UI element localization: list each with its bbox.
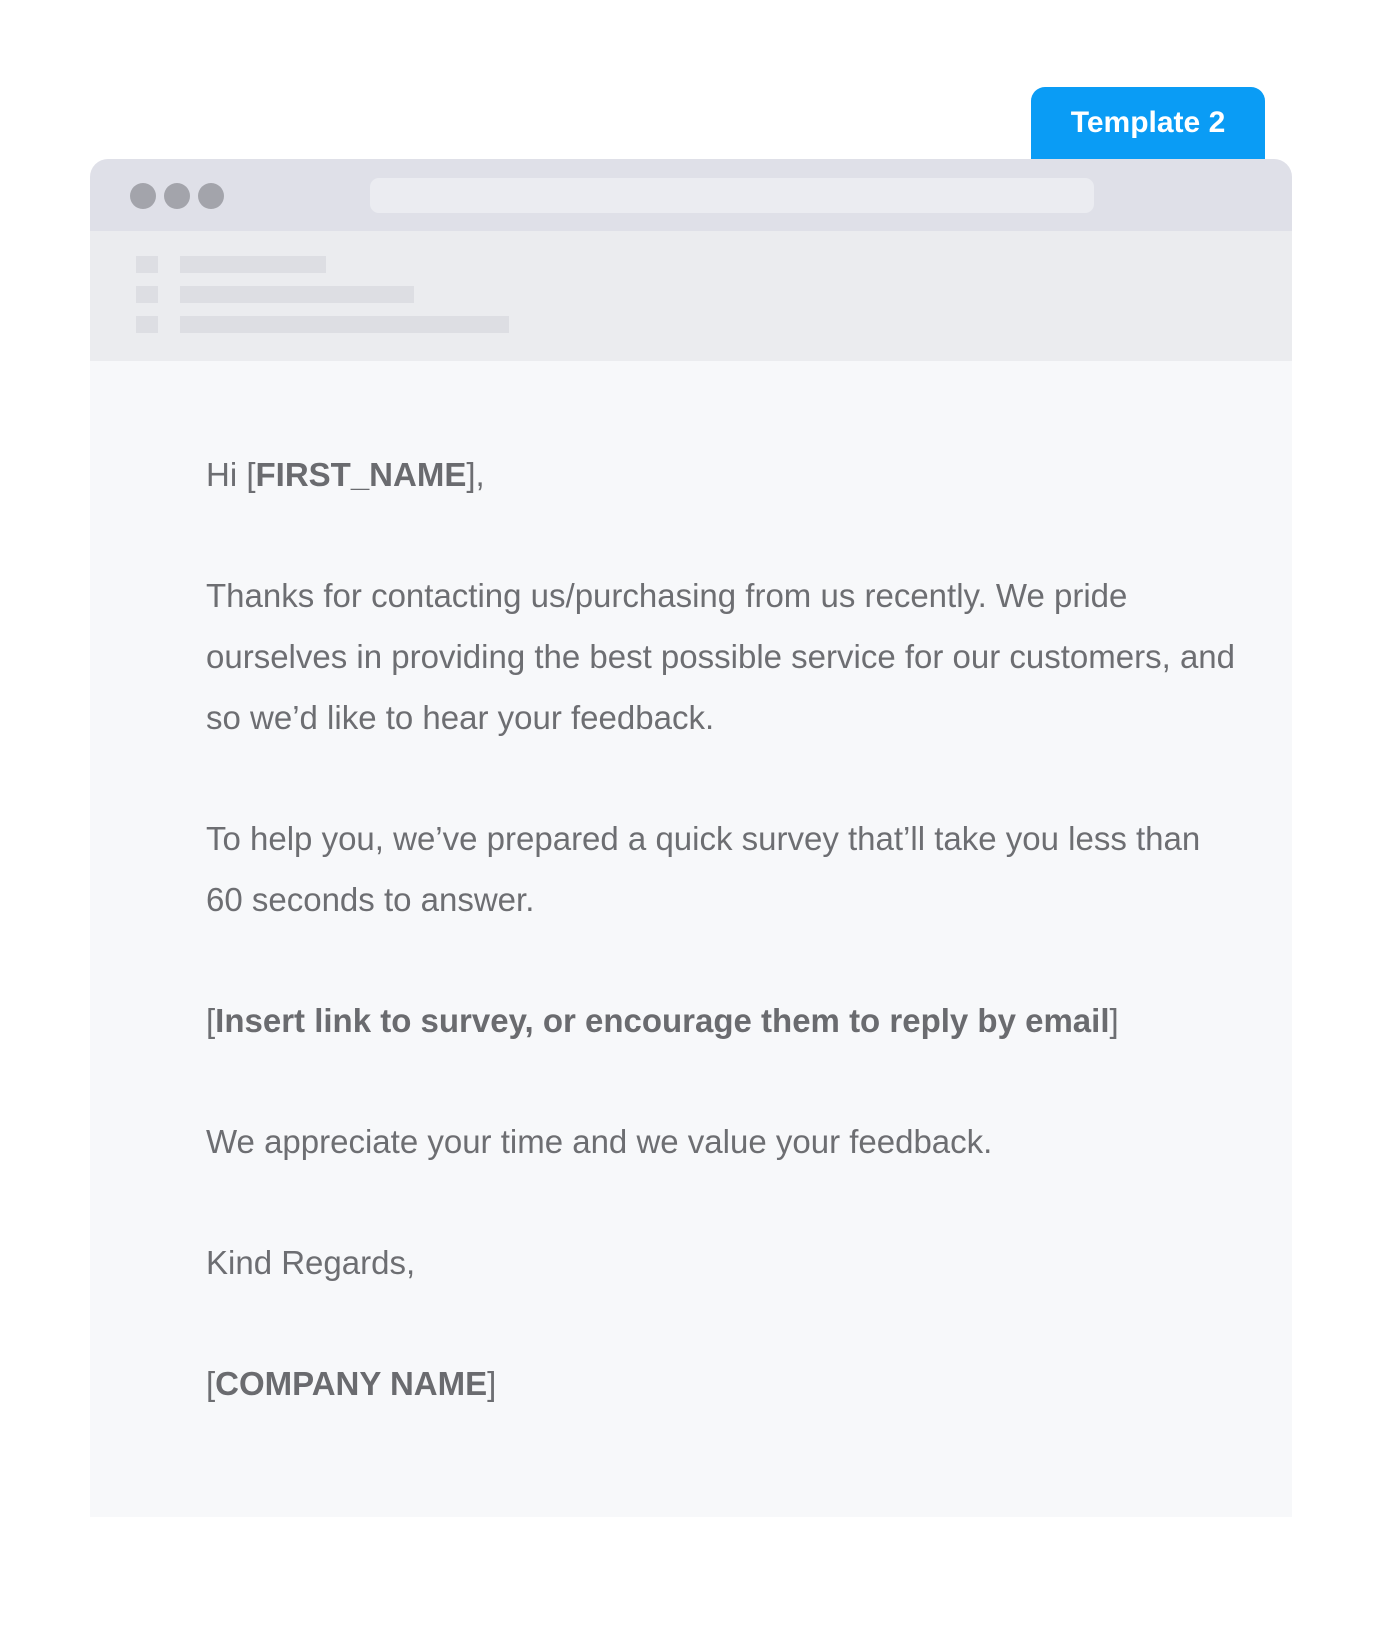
email-paragraph-appreciation: We appreciate your time and we value your feedback. bbox=[206, 1123, 993, 1160]
window-minimize-dot-icon[interactable] bbox=[164, 183, 190, 209]
email-signoff: Kind Regards, bbox=[206, 1244, 416, 1281]
link-suffix: ] bbox=[1109, 1002, 1119, 1039]
email-paragraph-survey: To help you, we’ve prepared a quick survey that’ll take you less than 60 seconds to answer. bbox=[206, 820, 1201, 918]
header-row-icon bbox=[136, 286, 158, 303]
email-greeting bbox=[206, 444, 1246, 505]
email-paragraph-intro: Thanks for contacting us/purchasing from us recently. We pride ourselves in providing the best possible service for our customers, and so we’d like to hear your feedback. bbox=[206, 577, 1236, 736]
survey-link-text: Insert link to survey, or encourage them to reply by email bbox=[215, 1002, 1110, 1039]
header-row-icon bbox=[136, 256, 158, 273]
email-body bbox=[206, 444, 1246, 1474]
header-row-placeholder-line bbox=[180, 286, 414, 303]
window-titlebar bbox=[90, 159, 1292, 231]
link-prefix: [ bbox=[206, 1002, 216, 1039]
greeting-suffix: ], bbox=[466, 456, 485, 493]
template-tab[interactable] bbox=[1031, 87, 1265, 162]
email-survey-link-placeholder[interactable] bbox=[206, 990, 1246, 1051]
company-name-placeholder: COMPANY NAME bbox=[215, 1365, 488, 1402]
email-header-placeholder bbox=[90, 231, 1292, 361]
address-bar[interactable] bbox=[370, 178, 1094, 213]
template-tab-label: Template 2 bbox=[1070, 106, 1226, 139]
header-row-icon bbox=[136, 316, 158, 333]
greeting-prefix: Hi [ bbox=[206, 456, 256, 493]
signature-suffix: ] bbox=[487, 1365, 497, 1402]
header-row-placeholder-line bbox=[180, 256, 326, 273]
header-row-placeholder-line bbox=[180, 316, 509, 333]
email-window bbox=[90, 159, 1292, 1517]
email-signature bbox=[206, 1353, 1246, 1414]
window-maximize-dot-icon[interactable] bbox=[198, 183, 224, 209]
greeting-name-placeholder: FIRST_NAME bbox=[255, 456, 467, 493]
window-close-dot-icon[interactable] bbox=[130, 183, 156, 209]
signature-prefix: [ bbox=[206, 1365, 216, 1402]
